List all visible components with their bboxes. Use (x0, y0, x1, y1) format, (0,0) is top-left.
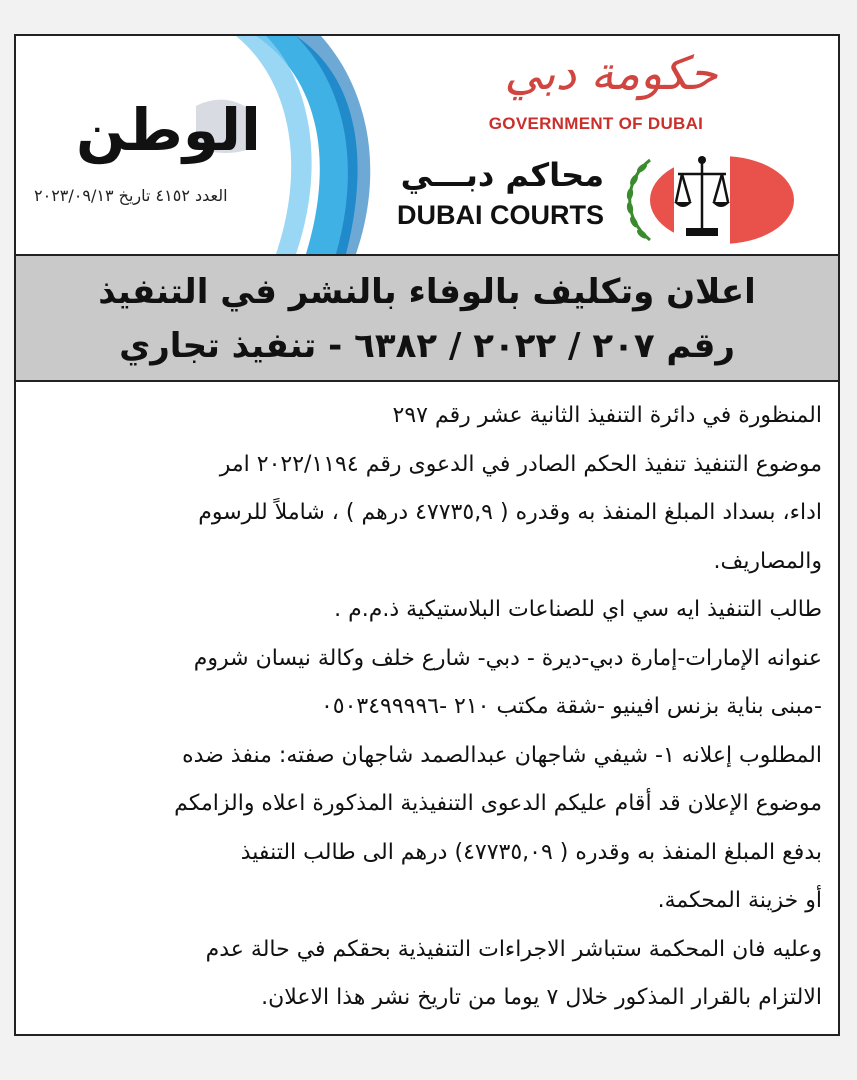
newspaper-logo: الوطن (76, 96, 261, 164)
case-number-title: رقم ٢٠٧ / ٢٠٢٢ / ٦٣٨٢ - تنفيذ تجاري (119, 326, 735, 366)
issue-line: العدد ٤١٥٢ تاريخ ٢٠٢٣/٠٩/١٣ (34, 186, 228, 205)
body-line: الالتزام بالقرار المذكور خلال ٧ يوما من تاريخ نشر هذا الاعلان. (261, 985, 822, 1010)
body-line: موضوع التنفيذ تنفيذ الحكم الصادر في الدعوى رقم ٢٠٢٢/١١٩٤ امر (219, 451, 822, 477)
body-line: عنوانه الإمارات-إمارة دبي-ديرة - دبي- شارع خلف وكالة نيسان شروم (193, 645, 822, 671)
courts-name-arabic: محاكم دبـــي (400, 156, 604, 194)
announcement-frame (14, 34, 840, 1036)
courts-name-english: DUBAI COURTS (397, 200, 604, 230)
scales-of-justice-icon (612, 148, 797, 248)
government-logo-english: GOVERNMENT OF DUBAI (488, 114, 704, 133)
body-line: -مبنى بناية بزنس افينيو -شقة مكتب ٢١٠ -٠٥٠٣٤٩٩٩٩٦ (320, 694, 822, 719)
header (16, 36, 838, 254)
body-line: بدفع المبلغ المنفذ به وقدره ( ٤٧٧٣٥,٠٩) درهم الى طالب التنفيذ (240, 839, 822, 865)
title-band (16, 254, 838, 382)
body-line: والمصاريف. (713, 548, 822, 574)
body-line: المطلوب إعلانه ١- شيفي شاجهان عبدالصمد شاجهان صفته: منفذ ضده (182, 742, 822, 768)
body-line: اداء، بسداد المبلغ المنفذ به وقدره ( ٤٧٧٣٥,٩ درهم ) ، شاملاً للرسوم (198, 500, 822, 525)
government-logo-arabic: حكومة دبي (504, 46, 718, 100)
announcement-title: اعلان وتكليف بالوفاء بالنشر في التنفيذ (98, 272, 756, 312)
body-line: وعليه فان المحكمة ستباشر الاجراءات التنفيذية بحقكم في حالة عدم (205, 936, 822, 962)
announcement-body (34, 392, 822, 1023)
body-line: طالب التنفيذ ايه سي اي للصناعات البلاستيكية ذ.م.م . (334, 597, 822, 622)
body-line: أو خزينة المحكمة. (657, 888, 822, 913)
body-line: المنظورة في دائرة التنفيذ الثانية عشر رقم ٢٩٧ (392, 403, 822, 428)
body-line: موضوع الإعلان قد أقام عليكم الدعوى التنفيذية المذكورة اعلاه والزامكم (174, 791, 822, 816)
